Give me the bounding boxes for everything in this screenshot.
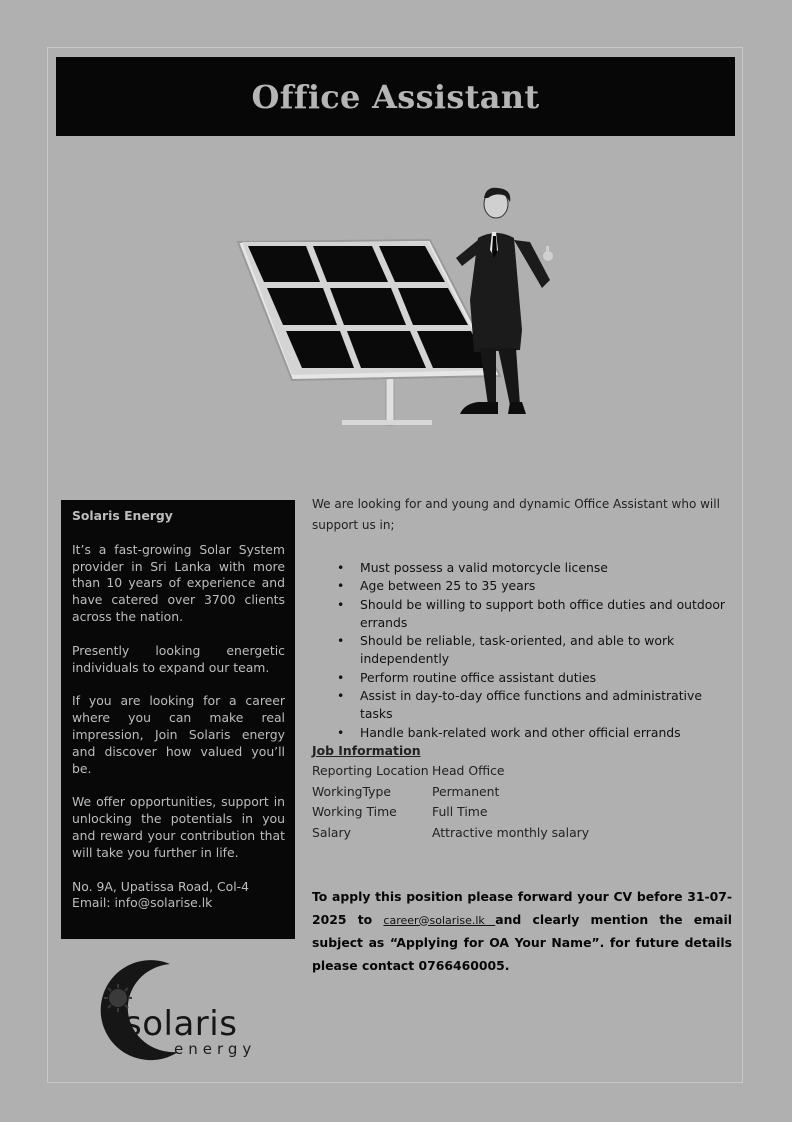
sidebar-paragraph-3: If you are looking for a career where you can make real impression, Join Solaris energy and discover how valued you’ll be. — [72, 693, 285, 776]
list-item: • Age between 25 to 35 years — [312, 577, 736, 595]
page-title: Office Assistant — [251, 77, 540, 116]
job-info-row — [312, 782, 736, 803]
list-item: • Should be reliable, task-oriented, and able to work independently — [312, 632, 736, 669]
job-info-label: Salary — [312, 825, 351, 841]
apply-text-post: and clearly mention the email subject as “Applying for OA Your Name”. for future details please contact 0766460005. — [312, 911, 732, 973]
job-info-row — [312, 823, 736, 844]
businessman-figure — [456, 188, 553, 414]
company-email: Email: info@solarise.lk — [72, 895, 213, 911]
logo-wordmark: solaris — [124, 1004, 238, 1044]
company-name: Solaris Energy — [72, 508, 173, 523]
job-info-heading: Job Information — [312, 743, 421, 758]
job-info-row — [312, 761, 736, 782]
list-item: • Handle bank-related work and other official errands — [312, 724, 736, 742]
job-info-value: Full Time — [432, 804, 488, 820]
job-info-label: Working Time — [312, 804, 397, 820]
company-description: It’s a fast-growing Solar System provider in Sri Lanka with more than 10 years of experience and have catered over 3700 clients across the nation. — [72, 541, 285, 624]
job-information — [312, 743, 736, 844]
company-address: No. 9A, Upatissa Road, Col-4 — [72, 878, 250, 894]
list-item: • Must possess a valid motorcycle license — [312, 559, 736, 577]
title-banner — [56, 57, 735, 136]
job-info-label: Reporting Location — [312, 763, 429, 778]
company-sidebar — [61, 500, 295, 939]
list-item: • Perform routine office assistant duties — [312, 669, 736, 687]
requirements-list — [312, 559, 736, 742]
solar-panel-illustration — [230, 180, 570, 435]
job-info-value: Attractive monthly salary — [432, 825, 590, 841]
job-info-row — [312, 802, 736, 823]
sidebar-paragraph-4: We offer opportunities, support in unlocking the potentials in you and reward your contribution that will take you further in life. — [72, 794, 285, 860]
job-info-label: WorkingType — [312, 783, 391, 799]
apply-text-pre: To apply this position please forward your CV before 31-07-2025 to — [312, 889, 732, 927]
list-item: • Should be willing to support both office duties and outdoor errands — [312, 596, 736, 633]
logo-subtext: energy — [174, 1040, 257, 1058]
career-email-link[interactable]: career@solarise.lk — [383, 913, 496, 927]
sidebar-paragraph-2: Presently looking energetic individuals to expand our team. — [72, 642, 285, 675]
apply-instructions — [312, 886, 732, 977]
intro-text: We are looking for and young and dynamic Office Assistant who will support us in; — [312, 497, 720, 532]
solaris-logo — [72, 952, 272, 1062]
job-info-value: Head Office — [432, 763, 505, 778]
list-item: • Assist in day-to-day office functions and administrative tasks — [312, 687, 736, 724]
job-info-value: Permanent — [432, 783, 500, 799]
